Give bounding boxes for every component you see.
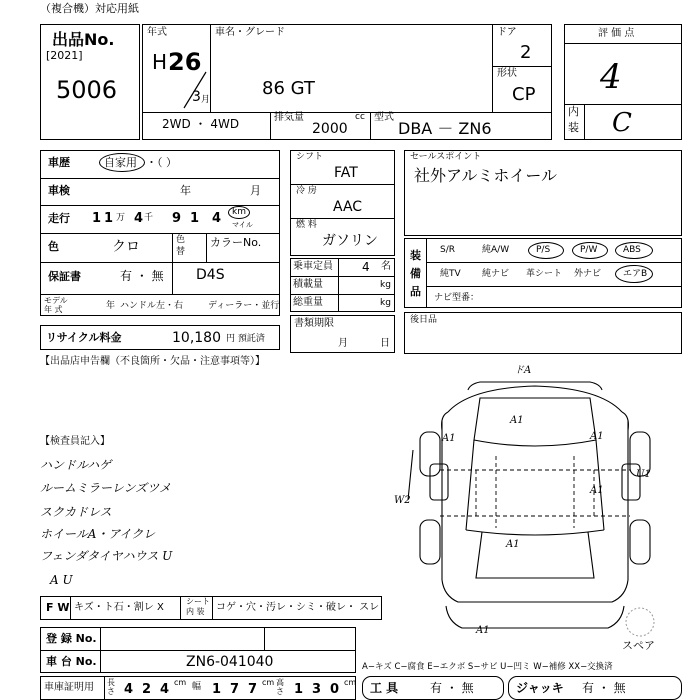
length-digit: 4: [124, 682, 134, 697]
mileage-digit: 1: [190, 211, 200, 226]
sheet-header: （複合機）対応用紙: [40, 2, 139, 15]
drive-type: 2WD ・ 4WD: [162, 117, 240, 131]
shift-value: FAT: [334, 165, 358, 181]
equip-abs: ABS: [623, 245, 641, 255]
interior-label-1: 内: [568, 105, 579, 118]
history-value: 自家用: [104, 156, 137, 169]
equip-navi: 純ナビ: [482, 269, 510, 279]
year-label: 年式: [147, 27, 167, 38]
inspector-header: 【検査員記入】: [40, 436, 110, 447]
inspector-note: スクカドレス: [40, 505, 112, 519]
inspection-label: 車検: [48, 184, 70, 197]
nav-model-label: ナビ型番：: [434, 293, 480, 303]
inspector-note: A U: [50, 573, 73, 587]
equip-pw-circle: [572, 242, 608, 259]
reg-label: 登 録 No.: [46, 632, 97, 645]
history-label: 車歴: [48, 156, 70, 169]
equip-ps-circle: [528, 242, 564, 259]
shape-label: 形状: [497, 68, 517, 79]
damage-mark: A1: [590, 485, 604, 496]
displacement-value: 2000: [312, 121, 348, 137]
damage-mark: A1: [506, 539, 520, 550]
gross-label: 総重量: [293, 297, 323, 308]
door-value: 2: [520, 42, 532, 63]
height-digit: 1: [294, 682, 304, 697]
width-digit: 7: [230, 682, 240, 697]
width-cm: cm: [262, 678, 275, 687]
warranty-options: 有 ・ 無: [120, 269, 164, 283]
height-digit: 0: [330, 682, 340, 697]
equip-abs-circle: [615, 242, 653, 259]
doc-day: 日: [380, 338, 390, 349]
model-year-label-1: モデル: [44, 296, 68, 305]
damage-mark: U1: [636, 469, 651, 480]
mileage-digit: 1: [92, 211, 102, 226]
equip-pw: P/W: [580, 245, 598, 255]
fw-right-options: コゲ・穴・汚レ・シミ・破レ・ スレ: [216, 602, 380, 613]
cert-label: 車庫証明用: [44, 682, 94, 693]
score-label: 評 価 点: [598, 28, 635, 39]
inspection-month: 月: [250, 184, 261, 197]
year-stamp: [2021]: [46, 49, 83, 62]
height-digit: 3: [312, 682, 322, 697]
jack-label: ジャッキ: [516, 681, 564, 695]
km-circle: [228, 206, 250, 219]
equip-sr: S/R: [440, 245, 455, 255]
model-year-unit: 年: [106, 301, 116, 311]
damage-mark: A1: [476, 625, 490, 636]
damage-mark: A1: [590, 431, 604, 442]
equip-tv: 純TV: [440, 269, 461, 279]
fuel-label: 燃 料: [296, 220, 317, 230]
height-cm: cm: [344, 678, 357, 687]
warranty-label: 保証書: [48, 270, 81, 283]
sales-point: 社外アルミホイール: [414, 166, 558, 185]
fw-seat-label-2: 内 装: [186, 607, 205, 616]
lot-label: 出品No.: [52, 30, 115, 49]
chassis-label: 車 台 No.: [46, 655, 97, 668]
capacity-value: 4: [362, 260, 370, 274]
history-paren: ・（ ）: [146, 156, 177, 169]
tools-options: 有 ・ 無: [430, 681, 474, 695]
mile-label: マイル: [232, 221, 253, 229]
month-unit: 月: [201, 95, 211, 105]
interior-value: C: [612, 108, 632, 138]
recycle-amount: 10,180: [172, 330, 221, 346]
recycle-suffix: 円 預託済: [226, 334, 265, 344]
km-label: km: [232, 207, 246, 217]
mileage-unit-sen: 千: [144, 213, 154, 223]
history-circle: [99, 153, 145, 172]
inspection-year: 年: [180, 184, 191, 197]
ac-label: 冷 房: [296, 186, 317, 196]
ac-value: AAC: [333, 199, 363, 215]
width-digit: 1: [212, 682, 222, 697]
sales-box: [404, 150, 682, 236]
jack-options: 有 ・ 無: [582, 681, 626, 695]
later-label: 後日品: [410, 315, 438, 325]
inspector-note: ハンドルハゲ: [40, 458, 112, 472]
width-label: 幅: [192, 682, 202, 692]
color-swap-label-1: 色: [176, 235, 186, 245]
equip-ps: P/S: [536, 245, 551, 255]
color-label: 色: [48, 240, 59, 253]
gross-unit: kg: [380, 298, 391, 308]
color-no-label: カラーNo.: [210, 236, 262, 249]
color-value: クロ: [112, 239, 140, 255]
fw-label: F W: [46, 601, 70, 614]
name-label: 車名・グレード: [215, 27, 285, 38]
inspector-note: ルームミラーレンズツメ: [40, 481, 171, 495]
length-label: 長さ: [107, 678, 115, 696]
handle-options: 左・右: [156, 301, 184, 311]
mileage-digit: 1: [104, 211, 114, 226]
score-value: 4: [600, 57, 622, 97]
load-unit: kg: [380, 280, 391, 290]
car-name: 86 GT: [262, 78, 315, 99]
color-swap-label-2: 替: [176, 247, 186, 257]
length-digit: 2: [142, 682, 152, 697]
equipment-label-1: 装: [410, 249, 421, 262]
model-value: DBA － ZN6: [398, 119, 492, 138]
damage-legend: A−キズ C−腐食 E−エクボ S−サビ U−凹ミ W−補修 XX−交換済: [362, 662, 613, 672]
chassis-value: ZN6-041040: [186, 654, 274, 670]
mileage-label: 走行: [48, 212, 70, 225]
damage-mark: ドA: [514, 365, 532, 376]
handle-label: ハンドル: [120, 301, 157, 311]
sales-label: セールスポイント: [410, 152, 482, 162]
fuel-value: ガソリン: [322, 233, 378, 249]
spare-label: スペア: [622, 639, 655, 652]
month-value: 3: [192, 89, 201, 105]
length-cm: cm: [174, 678, 187, 687]
width-digit: 7: [248, 682, 258, 697]
mileage-digit: 9: [172, 211, 182, 226]
doc-label: 書類期限: [294, 318, 334, 329]
shape-value: CP: [512, 84, 536, 105]
interior-label-2: 装: [568, 121, 579, 134]
equip-leather: 革シート: [526, 269, 563, 279]
car-diagram: [400, 360, 680, 650]
model-label: 型式: [374, 112, 394, 123]
capacity-label: 乗車定員: [293, 261, 333, 272]
inspector-note: フェンダタイヤハウス U: [40, 549, 173, 563]
era: H: [152, 50, 168, 74]
door-label: ドア: [497, 27, 517, 38]
equipment-label-2: 備: [410, 267, 421, 280]
equipment-label-3: 品: [410, 285, 421, 298]
damage-mark: A1: [510, 415, 524, 426]
inspector-note: ホイールA・アイクレ: [40, 527, 156, 541]
mileage-digit: 4: [212, 211, 222, 226]
tools-label: 工 具: [370, 681, 399, 695]
height-label: 高さ: [276, 678, 284, 696]
model-year-label-2: 年 式: [44, 305, 63, 314]
equip-airbag-circle: [615, 265, 653, 283]
color-no-value: D4S: [196, 267, 225, 283]
shift-label: シフト: [296, 152, 324, 162]
fw-left-options: キズ・ト石・割レ X: [74, 602, 164, 613]
year-value: 26: [168, 48, 202, 76]
equip-ext-navi: 外ナビ: [574, 269, 602, 279]
length-digit: 4: [160, 682, 170, 697]
later-box: [404, 312, 682, 354]
load-label: 積載量: [293, 279, 323, 290]
doc-month: 月: [338, 338, 348, 349]
fw-seat-label-1: シート: [186, 597, 210, 606]
lot-number: 5006: [56, 76, 118, 104]
displacement-unit: cc: [355, 112, 365, 122]
notes-header: 【出品店申告欄（不良箇所・欠品・注意事項等）】: [40, 356, 265, 367]
displacement-label: 排気量: [274, 112, 304, 123]
mileage-unit-man: 万: [116, 213, 126, 223]
equip-awheel: 純A/W: [482, 245, 510, 255]
damage-mark: W2: [394, 495, 411, 506]
recycle-label: リサイクル料金: [46, 331, 122, 344]
capacity-unit: 名: [381, 261, 391, 272]
equip-airbag: エアB: [623, 269, 648, 279]
damage-mark: A1: [442, 433, 456, 444]
dealer-label: ディーラー・並行: [208, 301, 280, 311]
mileage-digit: 4: [134, 211, 144, 226]
